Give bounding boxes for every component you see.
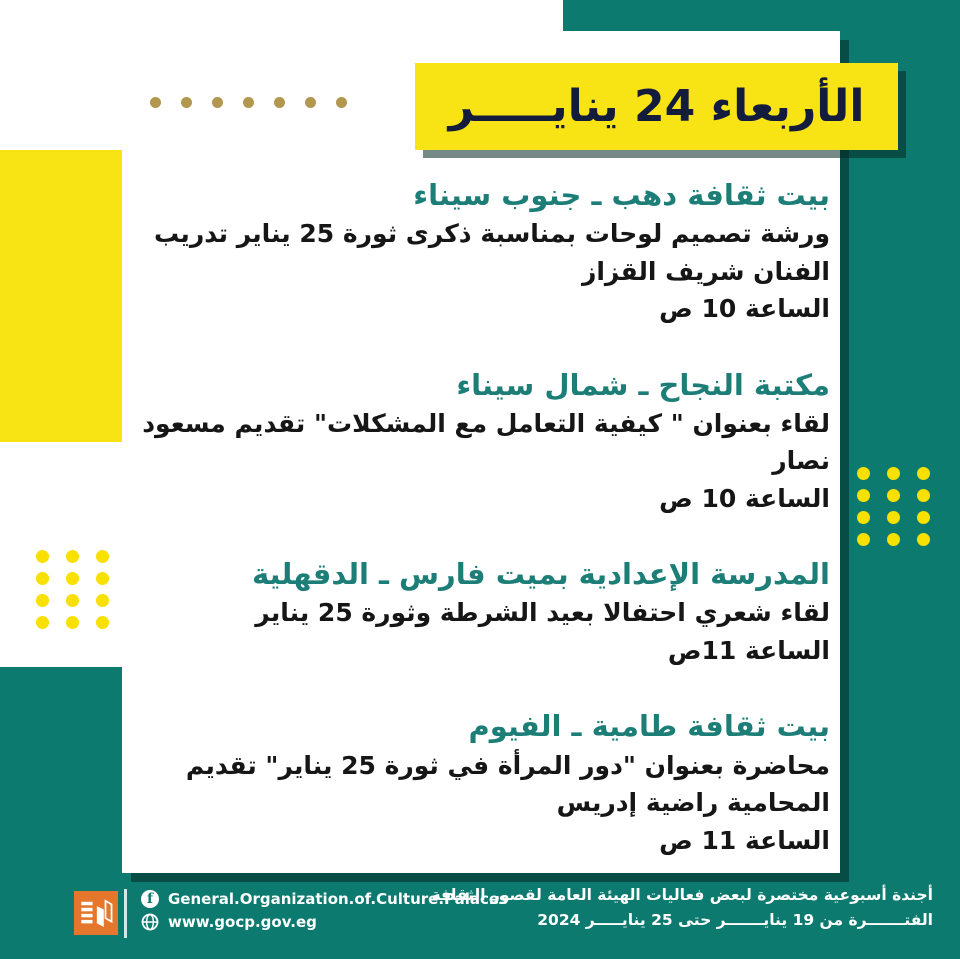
event-item (138, 555, 830, 669)
event-venue: بيت ثقافة طامية ـ الفيوم (468, 709, 830, 744)
event-venue: بيت ثقافة دهب ـ جنوب سيناء (413, 178, 830, 212)
date-banner-label: الأربعاء 24 ينايـــــر (448, 81, 865, 132)
yellow-dot (36, 550, 49, 563)
yellow-dot (887, 489, 900, 502)
yellow-dot (66, 616, 79, 629)
footer-agenda-caption (432, 886, 933, 929)
yellow-dot (887, 533, 900, 546)
yellow-dot (66, 572, 79, 585)
yellow-dot (917, 467, 930, 480)
event-item (138, 176, 830, 328)
website-url: www.gocp.gov.eg (168, 913, 317, 931)
agenda-caption-line2: الفتـــــــرة من 19 ينايـــــــر حتى 25 ينايـــــر 2024 (537, 911, 933, 929)
yellow-dot (96, 616, 109, 629)
event-description: ورشة تصميم لوحات بمناسبة ذكرى ثورة 25 يناير تدريب الفنان شريف القزاز (153, 219, 830, 286)
yellow-dot (857, 489, 870, 502)
event-time: الساعة 10 ص (659, 294, 830, 324)
tan-dot (305, 97, 316, 108)
facebook-icon: f (141, 890, 159, 908)
yellow-dot (857, 533, 870, 546)
yellow-dot (36, 616, 49, 629)
event-time: الساعة 11 ص (659, 825, 830, 855)
yellow-dot (887, 511, 900, 524)
yellow-dot (857, 511, 870, 524)
event-venue: مكتبة النجاح ـ شمال سيناء (456, 367, 830, 402)
tan-dot (150, 97, 161, 108)
gocp-logo-icon (74, 891, 118, 935)
yellow-dots-grid-right (857, 467, 930, 546)
yellow-dot (917, 511, 930, 524)
event-description: محاضرة بعنوان "دور المرأة في ثورة 25 يناير" تقديم المحامية راضية إدريس (185, 750, 830, 818)
event-description: لقاء شعري احتفالا بعيد الشرطة وثورة 25 يناير (255, 598, 830, 628)
facebook-handle: General.Organization.of.Culture.Palaces (168, 890, 508, 908)
yellow-dot (66, 550, 79, 563)
event-venue: المدرسة الإعدادية بميت فارس ـ الدقهلية (251, 557, 830, 592)
event-item (138, 366, 830, 518)
event-time: الساعة 11ص (667, 635, 830, 665)
event-description: لقاء بعنوان " كيفية التعامل مع المشكلات" تقديم مسعود نصار (142, 408, 830, 476)
yellow-dot (36, 594, 49, 607)
agenda-caption-line1: أجندة أسبوعية مختصرة لبعض فعاليات الهيئة العامة لقصور الثقافة (431, 886, 933, 904)
event-item (138, 707, 830, 859)
yellow-dot (887, 467, 900, 480)
tan-dot (336, 97, 347, 108)
events-list (138, 176, 830, 897)
footer-separator (124, 889, 127, 938)
yellow-dot (66, 594, 79, 607)
yellow-dot (96, 550, 109, 563)
yellow-dot (857, 467, 870, 480)
yellow-dot (96, 572, 109, 585)
globe-icon (141, 913, 159, 931)
yellow-accent-rectangle (0, 150, 122, 442)
yellow-dots-grid-left (36, 550, 109, 629)
tan-dots-row (150, 97, 347, 108)
yellow-dot (917, 533, 930, 546)
yellow-dot (96, 594, 109, 607)
date-banner (415, 63, 898, 150)
tan-dot (181, 97, 192, 108)
tan-dot (212, 97, 223, 108)
tan-dot (243, 97, 254, 108)
tan-dot (274, 97, 285, 108)
yellow-dot (917, 489, 930, 502)
gocp-logo-glyph (77, 894, 115, 932)
yellow-dot (36, 572, 49, 585)
event-time: الساعة 10 ص (659, 483, 830, 513)
